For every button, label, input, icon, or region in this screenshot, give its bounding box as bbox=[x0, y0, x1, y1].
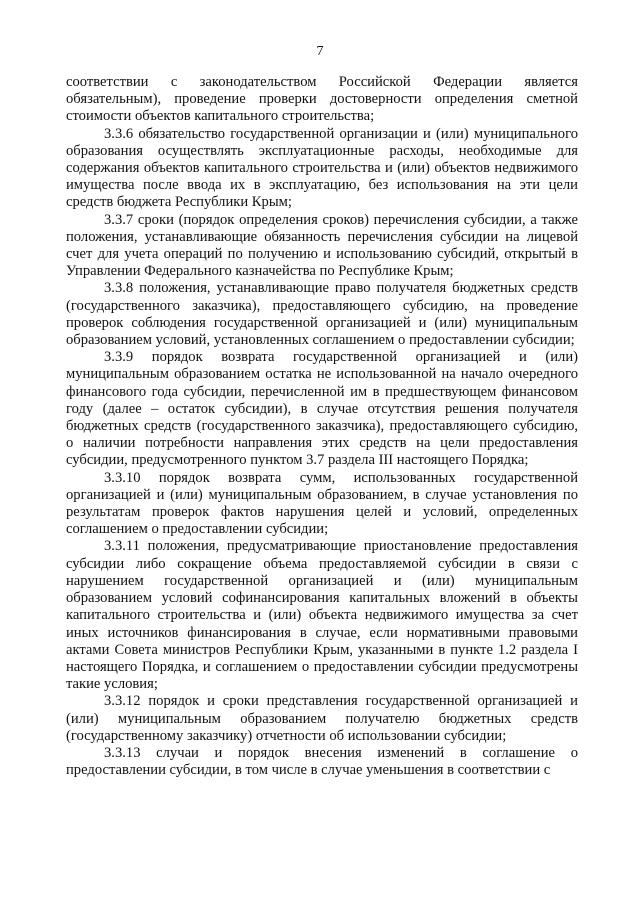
page-number: 7 bbox=[316, 44, 324, 59]
paragraph-3-3-8: 3.3.8 положения, устанавливающие право получателя бюджетных средств (государственного заказчика), предоставляющего субсидию, на проведение проверок соблюдения государственной организацией и (или) муниципальным образованием условий, установленных соглашением о предоставлении субсидии; bbox=[66, 280, 578, 349]
paragraph-3-3-9: 3.3.9 порядок возврата государственной организацией и (или) муниципальным образованием остатка не использованной на начало очередного финансового года субсидии, перечисленной им в предшествующем финансовом году (далее – остаток субсидии), в случае отсутствия решения получателя бюджетных средств (государственного заказчика), предоставляющего субсидию, о наличии потребности направления этих средств на цели предоставления субсидии, предусмотренного пунктом 3.7 раздела III настоящего Порядка; bbox=[66, 349, 578, 469]
paragraph-3-3-6: 3.3.6 обязательство государственной организации и (или) муниципального образования осуществлять эксплуатационные расходы, необходимые для содержания объектов капитального строительства и (или) объектов недвижимого имущества после ввода их в эксплуатацию, без использования на эти цели средств бюджета Республики Крым; bbox=[66, 125, 578, 211]
paragraph-3-3-10: 3.3.10 порядок возврата сумм, использованных государственной организацией и (или) муниципальным образованием, в случае установления по результатам проверок фактов нарушения целей и условий, определенных соглашением о предоставлении субсидии; bbox=[66, 469, 578, 538]
paragraph-3-3-11: 3.3.11 положения, предусматривающие приостановление предоставления субсидии либо сокращение объема предоставляемой субсидии в связи с нарушением государственной организацией и (или) муниципальным образованием условий софинансирования капитальных вложений в объекты капитального строительства и (или) объекта недвижимого имущества за счет иных источников финансирования в случае, если нормативными правовыми актами Совета министров Республики Крым, указанными в пункте 1.2 раздела I настоящего Порядка, и соглашением о предоставлении субсидии предусмотрены такие условия; bbox=[66, 538, 578, 693]
paragraph-3-3-7: 3.3.7 сроки (порядок определения сроков) перечисления субсидии, а также положения, устанавливающие обязанность перечисления субсидии на лицевой счет для учета операций по получению и использованию субсидий, открытый в Управлении Федерального казначейства по Республике Крым; bbox=[66, 211, 578, 280]
paragraph-3-3-12: 3.3.12 порядок и сроки представления государственной организацией и (или) муниципальным образованием получателю бюджетных средств (государственному заказчику) отчетности об использовании субсидии; bbox=[66, 693, 578, 744]
paragraph-3-3-13: 3.3.13 случаи и порядок внесения изменений в соглашение о предоставлении субсидии, в том числе в случае уменьшения в соответствии с bbox=[66, 744, 578, 779]
document-body bbox=[66, 74, 578, 779]
paragraph-continuation: соответствии с законодательством Российской Федерации является обязательным), проведение проверки достоверности определения сметной стоимости объектов капитального строительства; bbox=[66, 74, 578, 125]
